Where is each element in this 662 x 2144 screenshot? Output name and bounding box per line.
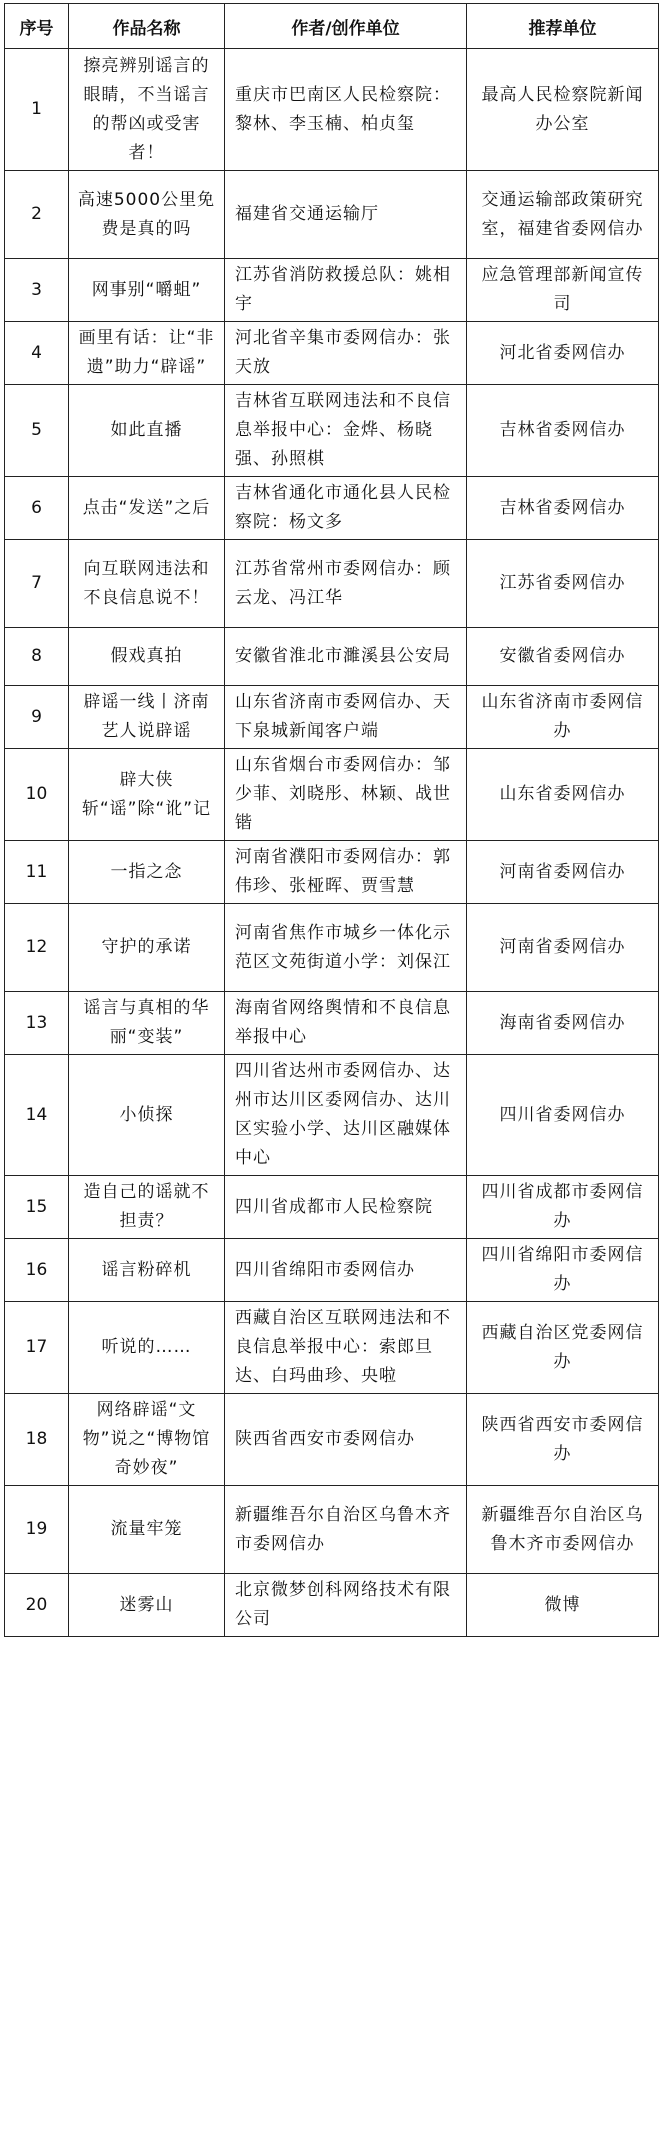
cell-no: 15 xyxy=(5,1176,69,1239)
cell-title: 辟大侠斩“谣”除“讹”记 xyxy=(69,749,225,841)
cell-author: 福建省交通运输厅 xyxy=(225,171,467,259)
cell-recommender: 陕西省西安市委网信办 xyxy=(467,1394,659,1486)
cell-recommender: 应急管理部新闻宣传司 xyxy=(467,259,659,322)
cell-author: 山东省烟台市委网信办：邹少菲、刘晓彤、林颖、战世锴 xyxy=(225,749,467,841)
cell-no: 13 xyxy=(5,992,69,1055)
cell-no: 17 xyxy=(5,1302,69,1394)
cell-title: 向互联网违法和不良信息说不！ xyxy=(69,540,225,628)
table-row xyxy=(5,259,659,322)
cell-no: 9 xyxy=(5,686,69,749)
cell-no: 20 xyxy=(5,1574,69,1637)
cell-author: 陕西省西安市委网信办 xyxy=(225,1394,467,1486)
cell-recommender: 河北省委网信办 xyxy=(467,322,659,385)
cell-recommender: 四川省委网信办 xyxy=(467,1055,659,1176)
table-row xyxy=(5,904,659,992)
cell-title: 辟谣一线丨济南艺人说辟谣 xyxy=(69,686,225,749)
cell-title: 小侦探 xyxy=(69,1055,225,1176)
cell-title: 网事别“嚼蛆” xyxy=(69,259,225,322)
cell-author: 山东省济南市委网信办、天下泉城新闻客户端 xyxy=(225,686,467,749)
cell-author: 河南省濮阳市委网信办：郭伟珍、张桠晖、贾雪慧 xyxy=(225,841,467,904)
cell-title: 听说的…… xyxy=(69,1302,225,1394)
header-no: 序号 xyxy=(5,4,69,49)
cell-no: 16 xyxy=(5,1239,69,1302)
cell-recommender: 山东省委网信办 xyxy=(467,749,659,841)
cell-no: 4 xyxy=(5,322,69,385)
cell-no: 18 xyxy=(5,1394,69,1486)
cell-recommender: 海南省委网信办 xyxy=(467,992,659,1055)
table-row xyxy=(5,322,659,385)
table-row xyxy=(5,1394,659,1486)
cell-author: 安徽省淮北市濉溪县公安局 xyxy=(225,628,467,686)
cell-title: 守护的承诺 xyxy=(69,904,225,992)
table-row xyxy=(5,1055,659,1176)
cell-recommender: 河南省委网信办 xyxy=(467,841,659,904)
table-row xyxy=(5,171,659,259)
cell-author: 海南省网络舆情和不良信息举报中心 xyxy=(225,992,467,1055)
cell-recommender: 新疆维吾尔自治区乌鲁木齐市委网信办 xyxy=(467,1486,659,1574)
cell-recommender: 吉林省委网信办 xyxy=(467,385,659,477)
cell-recommender: 四川省绵阳市委网信办 xyxy=(467,1239,659,1302)
cell-author: 江苏省常州市委网信办：顾云龙、冯江华 xyxy=(225,540,467,628)
cell-title: 画里有话：让“非遗”助力“辟谣” xyxy=(69,322,225,385)
cell-title: 谣言与真相的华丽“变装” xyxy=(69,992,225,1055)
cell-recommender: 微博 xyxy=(467,1574,659,1637)
cell-no: 11 xyxy=(5,841,69,904)
table-row xyxy=(5,1574,659,1637)
cell-recommender: 西藏自治区党委网信办 xyxy=(467,1302,659,1394)
cell-recommender: 最高人民检察院新闻办公室 xyxy=(467,49,659,171)
table-row xyxy=(5,992,659,1055)
cell-title: 迷雾山 xyxy=(69,1574,225,1637)
cell-title: 一指之念 xyxy=(69,841,225,904)
cell-no: 19 xyxy=(5,1486,69,1574)
cell-title: 擦亮辨别谣言的眼睛，不当谣言的帮凶或受害者！ xyxy=(69,49,225,171)
cell-no: 14 xyxy=(5,1055,69,1176)
cell-title: 如此直播 xyxy=(69,385,225,477)
cell-title: 造自己的谣就不担责？ xyxy=(69,1176,225,1239)
cell-recommender: 河南省委网信办 xyxy=(467,904,659,992)
cell-author: 江苏省消防救援总队：姚相宇 xyxy=(225,259,467,322)
table-row xyxy=(5,385,659,477)
cell-no: 1 xyxy=(5,49,69,171)
header-row xyxy=(5,4,659,49)
table-row xyxy=(5,841,659,904)
cell-author: 四川省达州市委网信办、达州市达川区委网信办、达川区实验小学、达川区融媒体中心 xyxy=(225,1055,467,1176)
cell-recommender: 吉林省委网信办 xyxy=(467,477,659,540)
table-row xyxy=(5,477,659,540)
cell-title: 假戏真拍 xyxy=(69,628,225,686)
table-row xyxy=(5,1239,659,1302)
cell-no: 7 xyxy=(5,540,69,628)
cell-recommender: 安徽省委网信办 xyxy=(467,628,659,686)
header-recommender: 推荐单位 xyxy=(467,4,659,49)
cell-recommender: 四川省成都市委网信办 xyxy=(467,1176,659,1239)
cell-no: 2 xyxy=(5,171,69,259)
cell-author: 北京微梦创科网络技术有限公司 xyxy=(225,1574,467,1637)
table-row xyxy=(5,1176,659,1239)
cell-recommender: 山东省济南市委网信办 xyxy=(467,686,659,749)
cell-author: 四川省成都市人民检察院 xyxy=(225,1176,467,1239)
cell-author: 河南省焦作市城乡一体化示范区文苑街道小学：刘保江 xyxy=(225,904,467,992)
cell-author: 吉林省通化市通化县人民检察院：杨文多 xyxy=(225,477,467,540)
cell-no: 8 xyxy=(5,628,69,686)
table-row xyxy=(5,540,659,628)
header-title: 作品名称 xyxy=(69,4,225,49)
cell-title: 高速5000公里免费是真的吗 xyxy=(69,171,225,259)
cell-author: 四川省绵阳市委网信办 xyxy=(225,1239,467,1302)
cell-no: 12 xyxy=(5,904,69,992)
cell-title: 流量牢笼 xyxy=(69,1486,225,1574)
cell-recommender: 交通运输部政策研究室，福建省委网信办 xyxy=(467,171,659,259)
cell-author: 吉林省互联网违法和不良信息举报中心：金烨、杨晓强、孙照棋 xyxy=(225,385,467,477)
table-row xyxy=(5,1486,659,1574)
table-row xyxy=(5,628,659,686)
cell-title: 谣言粉碎机 xyxy=(69,1239,225,1302)
cell-author: 新疆维吾尔自治区乌鲁木齐市委网信办 xyxy=(225,1486,467,1574)
works-table xyxy=(4,3,659,1637)
cell-no: 3 xyxy=(5,259,69,322)
cell-author: 西藏自治区互联网违法和不良信息举报中心：索郎旦达、白玛曲珍、央啦 xyxy=(225,1302,467,1394)
table-row xyxy=(5,686,659,749)
table-row xyxy=(5,749,659,841)
cell-author: 河北省辛集市委网信办：张天放 xyxy=(225,322,467,385)
cell-no: 6 xyxy=(5,477,69,540)
cell-no: 10 xyxy=(5,749,69,841)
header-author: 作者/创作单位 xyxy=(225,4,467,49)
cell-no: 5 xyxy=(5,385,69,477)
cell-recommender: 江苏省委网信办 xyxy=(467,540,659,628)
table-row xyxy=(5,49,659,171)
cell-author: 重庆市巴南区人民检察院：黎林、李玉楠、柏贞玺 xyxy=(225,49,467,171)
cell-title: 网络辟谣“文物”说之“博物馆奇妙夜” xyxy=(69,1394,225,1486)
cell-title: 点击“发送”之后 xyxy=(69,477,225,540)
table-row xyxy=(5,1302,659,1394)
